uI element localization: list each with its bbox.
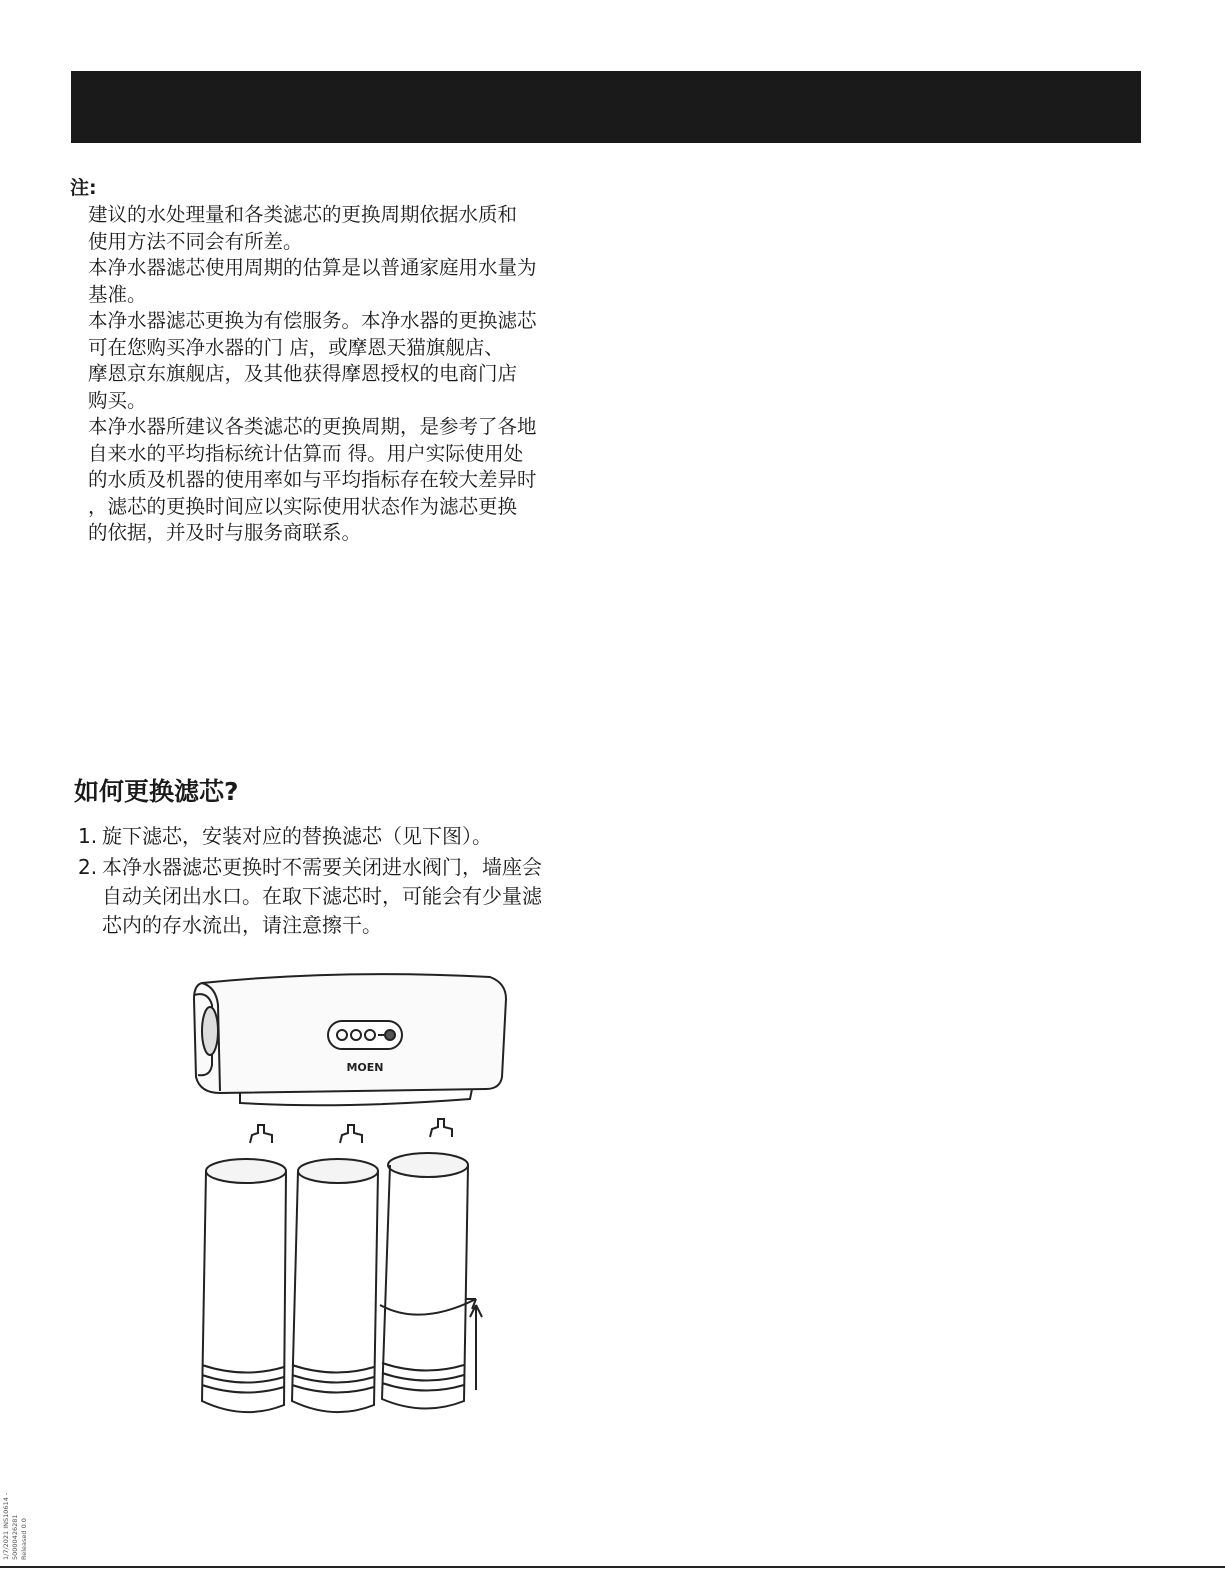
note-label: 注: (70, 177, 97, 199)
step-line: 旋下滤芯，安装对应的替换滤芯（见下图）。 (102, 824, 492, 848)
note-line: 摩恩京东旗舰店，及其他获得摩恩授权的电商门店 (88, 362, 518, 385)
note-line: 基准。 (88, 282, 147, 306)
note-line: 本净水器滤芯使用周期的估算是以普通家庭用水量为 (88, 256, 537, 279)
note-line: 建议的水处理量和各类滤芯的更换周期依据水质和 (88, 203, 518, 226)
purifier-unit (194, 974, 506, 1105)
filter-replacement-illustration (180, 965, 520, 1425)
filter-cartridge (382, 1119, 468, 1409)
note-line: 自来水的平均指标统计估算而 得。用户实际使用处 (88, 441, 524, 465)
step-line: 自动关闭出水口。在取下滤芯时，可能会有少量滤 (102, 884, 542, 908)
document-code-line: Released 0.0 (20, 1518, 28, 1560)
step-number: 2. (78, 855, 98, 879)
step-item (78, 853, 614, 940)
step-item (78, 822, 614, 851)
document-code-line: 1/7/2021 INS10614 - 50000426281 (2, 1492, 19, 1560)
filter-cartridge (292, 1125, 378, 1412)
document-code (2, 1470, 32, 1560)
step-line: 本净水器滤芯更换时不需要关闭进水阀门，墙座会 (102, 855, 542, 879)
note-line: 可在您购买净水器的门 店，或摩恩天猫旗舰店、 (88, 335, 504, 359)
bottom-rule (0, 1566, 1225, 1568)
brand-logo: MOEN (346, 1061, 384, 1074)
note-line: 的水质及机器的使用率如与平均指标存在较大差异时 (88, 468, 537, 491)
section-title: 如何更换滤芯? (74, 777, 239, 806)
note-paragraph (70, 202, 610, 255)
filter-cartridge (202, 1125, 286, 1412)
step-number: 1. (78, 824, 98, 848)
note-line: 本净水器滤芯更换为有偿服务。本净水器的更换滤芯 (88, 309, 537, 332)
replace-filter-section (74, 774, 614, 942)
note-paragraph (70, 414, 610, 547)
note-paragraph (70, 308, 610, 414)
note-paragraph (70, 255, 610, 308)
illustration-svg (180, 965, 520, 1425)
note-line: ，滤芯的更换时间应以实际使用状态作为滤芯更换 (88, 494, 518, 518)
note-line: 使用方法不同会有所差。 (88, 229, 303, 253)
step-line: 芯内的存水流出，请注意擦干。 (102, 913, 382, 937)
note-line: 本净水器所建议各类滤芯的更换周期，是参考了各地 (88, 415, 537, 438)
header-band (71, 71, 1141, 143)
note-line: 购买。 (88, 388, 147, 412)
note-block (70, 176, 610, 547)
note-line: 的依据，并及时与服务商联系。 (88, 521, 362, 544)
